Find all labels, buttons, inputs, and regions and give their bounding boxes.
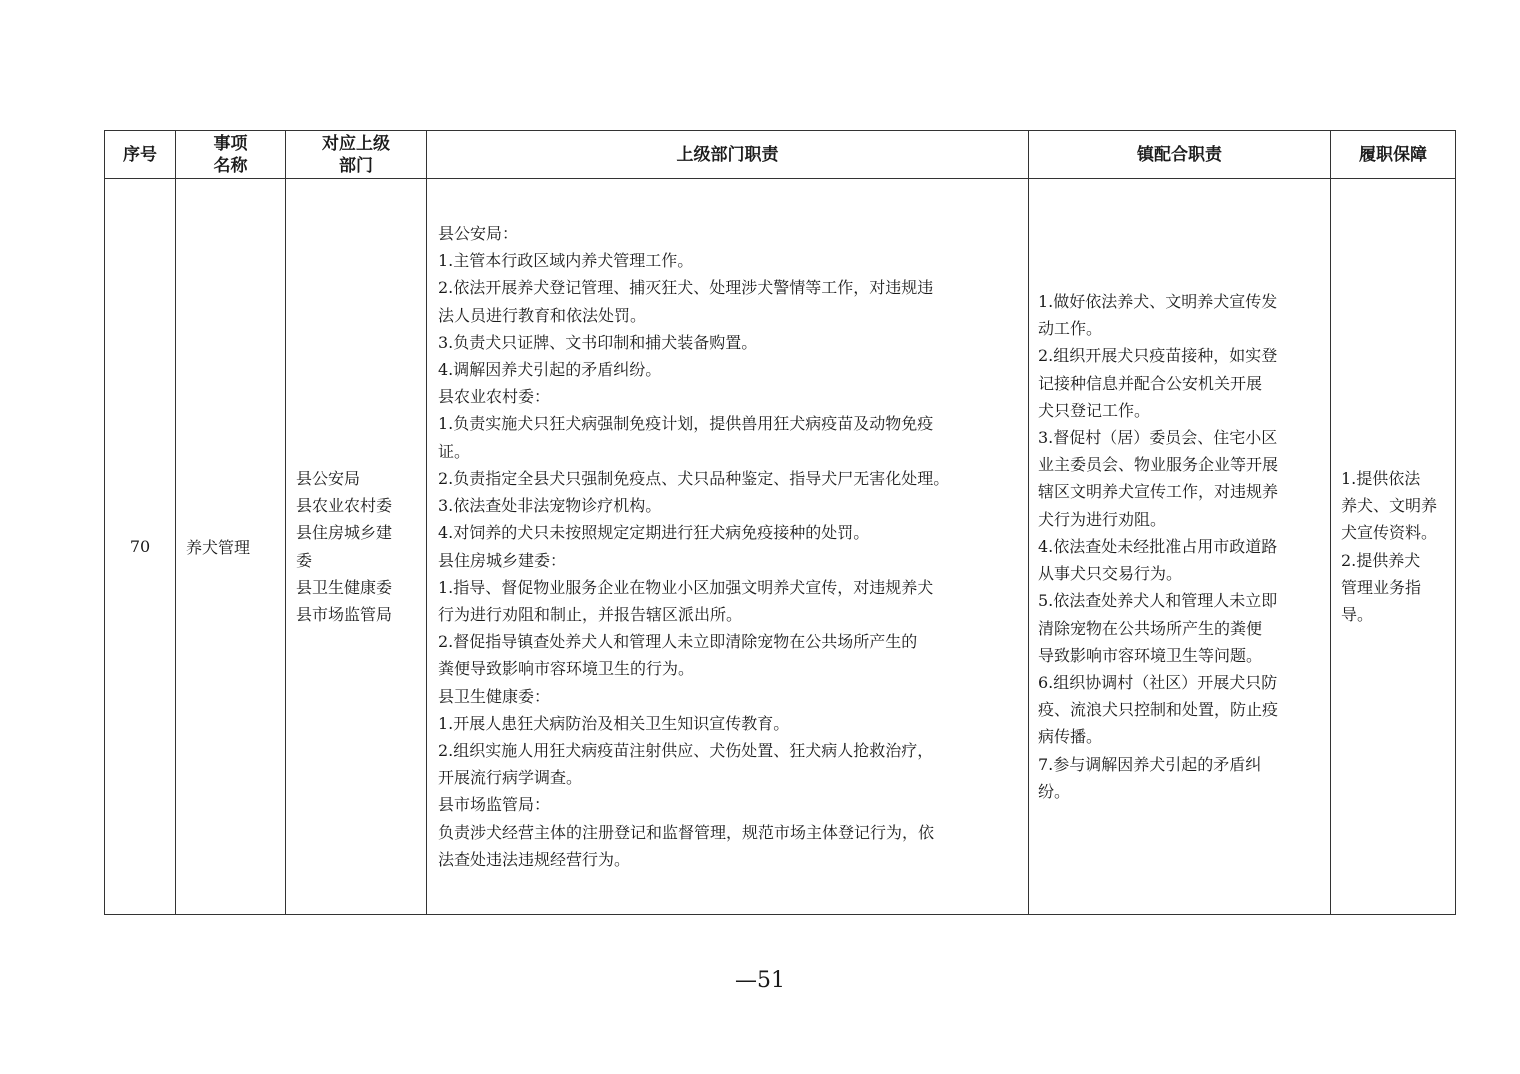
- text-line: 县市场监管局：: [438, 795, 551, 815]
- text-line: 2.组织开展犬只疫苗接种，如实登: [1038, 346, 1278, 366]
- text-line: 4.调解因养犬引起的矛盾纠纷。: [438, 360, 662, 380]
- text-line: 疫、流浪犬只控制和处置，防止疫: [1038, 700, 1279, 720]
- text-line: 县卫生健康委: [296, 577, 393, 597]
- text-line: 法查处违法违规经营行为。: [438, 849, 631, 869]
- text-line: 3.依法查处非法宠物诊疗机构。: [438, 496, 662, 516]
- text-line: 负责涉犬经营主体的注册登记和监督管理，规范市场主体登记行为，依: [438, 822, 935, 842]
- header-town-duties: [1029, 131, 1331, 179]
- town-duty-lines: [1029, 288, 1330, 805]
- text-line: 县卫生健康委：: [438, 686, 551, 706]
- text-line: 1.负责实施犬只狂犬病强制免疫计划，提供兽用狂犬病疫苗及动物免疫: [438, 414, 934, 434]
- text-line: 3.督促村（居）委员会、住宅小区: [1038, 428, 1278, 448]
- header-line: 部门: [339, 155, 373, 176]
- text-line: 2.依法开展养犬登记管理、捕灭狂犬、处理涉犬警情等工作，对违规违: [438, 278, 934, 298]
- text-line: 辖区文明养犬宣传工作，对违规养: [1038, 482, 1279, 502]
- text-line: 导。: [1341, 604, 1374, 624]
- text-line: 委: [296, 550, 313, 570]
- superior-duty-lines: [427, 220, 1028, 873]
- text-line: 2.组织实施人用狂犬病疫苗注射供应、犬伤处置、狂犬病人抢救治疗，: [438, 740, 934, 760]
- row-superior-duties: [427, 179, 1029, 915]
- text-line: 1.主管本行政区域内养犬管理工作。: [438, 251, 694, 271]
- text-line: 证。: [438, 441, 471, 461]
- row-guarantee: [1331, 179, 1456, 915]
- text-line: 纷。: [1038, 781, 1071, 801]
- text-line: 6.组织协调村（社区）开展犬只防: [1038, 672, 1278, 692]
- guarantee-lines: [1331, 465, 1455, 628]
- table-row: [105, 179, 1456, 915]
- duty-table: [104, 130, 1456, 915]
- header-line: 履职保障: [1359, 144, 1427, 165]
- text-line: 县市场监管局: [296, 604, 393, 624]
- header-guarantee: [1331, 131, 1456, 179]
- text-line: 3.负责犬只证牌、文书印制和捕犬装备购置。: [438, 332, 758, 352]
- text-line: 县农业农村委: [296, 496, 393, 516]
- header-line: 对应上级: [322, 133, 390, 154]
- text-line: 5.依法查处养犬人和管理人未立即: [1038, 591, 1278, 611]
- text-line: 4.对饲养的犬只未按照规定定期进行狂犬病免疫接种的处罚。: [438, 523, 870, 543]
- text-line: 从事犬只交易行为。: [1038, 564, 1183, 584]
- row-item-name: 养犬管理: [176, 179, 286, 915]
- text-line: 导致影响市容环境卫生等问题。: [1038, 645, 1263, 665]
- text-line: 7.参与调解因养犬引起的矛盾纠: [1038, 754, 1262, 774]
- row-town-duties: [1029, 179, 1331, 915]
- text-line: 1.开展人患狂犬病防治及相关卫生知识宣传教育。: [438, 713, 790, 733]
- page-number: —51: [735, 968, 785, 993]
- text-line: 记接种信息并配合公安机关开展: [1038, 373, 1263, 393]
- text-line: 1.做好依法养犬、文明养犬宣传发: [1038, 292, 1278, 312]
- header-line: 事项: [213, 133, 248, 154]
- header-line: 镇配合职责: [1137, 144, 1222, 165]
- table-header-row: [105, 131, 1456, 179]
- text-line: 犬宣传资料。: [1341, 523, 1438, 543]
- text-line: 犬行为进行劝阻。: [1038, 509, 1167, 529]
- text-line: 县住房城乡建委：: [438, 550, 567, 570]
- header-superior-dept: [286, 131, 427, 179]
- text-line: 动工作。: [1038, 319, 1103, 339]
- text-line: 开展流行病学调查。: [438, 768, 583, 788]
- text-line: 2.负责指定全县犬只强制免疫点、犬只品种鉴定、指导犬尸无害化处理。: [438, 468, 950, 488]
- text-line: 行为进行劝阻和制止，并报告辖区派出所。: [438, 604, 743, 624]
- text-line: 业主委员会、物业服务企业等开展: [1038, 455, 1279, 475]
- text-line: 县公安局: [296, 468, 361, 488]
- text-line: 养犬、文明养: [1341, 496, 1438, 516]
- row-seq: 70: [105, 179, 176, 915]
- text-line: 粪便导致影响市容环境卫生的行为。: [438, 659, 695, 679]
- header-superior-duties: [427, 131, 1029, 179]
- header-seq: [105, 131, 176, 179]
- text-line: 清除宠物在公共场所产生的粪便: [1038, 618, 1263, 638]
- text-line: 2.督促指导镇查处养犬人和管理人未立即清除宠物在公共场所产生的: [438, 632, 918, 652]
- header-item-name: [176, 131, 286, 179]
- text-line: 犬只登记工作。: [1038, 400, 1151, 420]
- text-line: 2.提供养犬: [1341, 550, 1421, 570]
- header-line: 名称: [213, 155, 248, 176]
- text-line: 管理业务指: [1341, 577, 1422, 597]
- text-line: 县住房城乡建: [296, 523, 393, 543]
- text-line: 4.依法查处未经批准占用市政道路: [1038, 536, 1278, 556]
- text-line: 县农业农村委：: [438, 387, 551, 407]
- dept-lines: [286, 465, 426, 628]
- text-line: 县公安局：: [438, 224, 519, 244]
- row-superior-depts: [286, 179, 427, 915]
- header-line: 上级部门职责: [676, 144, 779, 165]
- text-line: 1.提供依法: [1341, 468, 1421, 488]
- header-line: 序号: [123, 144, 157, 165]
- text-line: 1.指导、督促物业服务企业在物业小区加强文明养犬宣传，对违规养犬: [438, 577, 934, 597]
- text-line: 法人员进行教育和依法处罚。: [438, 305, 647, 325]
- text-line: 病传播。: [1038, 727, 1103, 747]
